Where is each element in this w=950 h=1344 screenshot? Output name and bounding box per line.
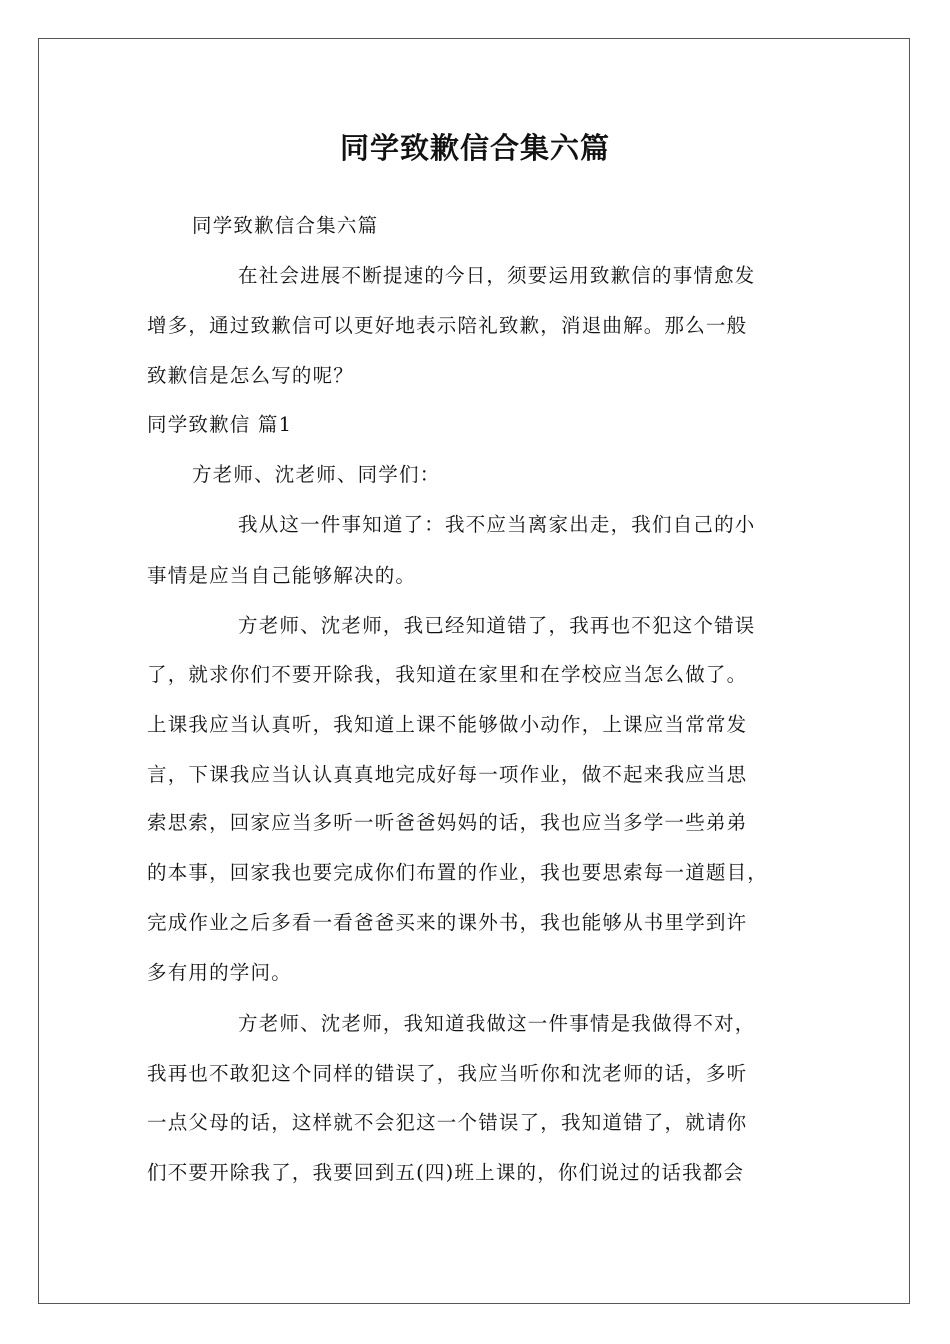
intro-paragraph-line-1: 在社会进展不断提速的今日，须要运用致歉信的事情愈发 <box>238 264 756 287</box>
body-paragraph-1-line-1: 我从这一件事知道了：我不应当离家出走，我们自己的小 <box>238 513 756 536</box>
body-paragraph-2-line-1: 方老师、沈老师，我已经知道错了，我再也不犯这个错误 <box>238 614 756 637</box>
body-paragraph-2-line-5: 索思索，回家应当多听一听爸爸妈妈的话，我也应当多学一些弟弟 <box>147 811 748 834</box>
body-paragraph-3-line-3: 一点父母的话，这样就不会犯这一个错误了，我知道错了，就请你 <box>147 1111 748 1134</box>
intro-paragraph-line-3: 致歉信是怎么写的呢？ <box>147 364 355 387</box>
body-paragraph-3-line-1: 方老师、沈老师，我知道我做这一件事情是我做得不对， <box>238 1012 756 1035</box>
body-paragraph-2-line-3: 上课我应当认真听，我知道上课不能够做小动作，上课应当常常发 <box>147 713 748 736</box>
subtitle-line: 同学致歉信合集六篇 <box>192 214 379 237</box>
body-paragraph-3-line-4: 们不要开除我了，我要回到五(四)班上课的，你们说过的话我都会 <box>147 1161 745 1184</box>
intro-paragraph-line-2: 增多，通过致歉信可以更好地表示陪礼致歉，消退曲解。那么一般 <box>147 314 748 337</box>
section-heading: 同学致歉信 篇1 <box>147 413 293 436</box>
body-paragraph-2-line-4: 言，下课我应当认认真真地完成好每一项作业，做不起来我应当思 <box>147 763 748 786</box>
body-paragraph-3-line-2: 我再也不敢犯这个同样的错误了，我应当听你和沈老师的话，多听 <box>147 1062 748 1085</box>
document-title: 同学致歉信合集六篇 <box>339 131 610 165</box>
body-paragraph-2-line-7: 完成作业之后多看一看爸爸买来的课外书，我也能够从书里学到许 <box>147 911 748 934</box>
salutation: 方老师、沈老师、同学们： <box>192 463 441 486</box>
body-paragraph-1-line-2: 事情是应当自己能够解决的。 <box>147 564 417 587</box>
body-paragraph-2-line-2: 了，就求你们不要开除我，我知道在家里和在学校应当怎么做了。 <box>147 663 748 686</box>
body-paragraph-2-line-6: 的本事，回家我也要完成你们布置的作业，我也要思索每一道题目， <box>147 861 769 884</box>
body-paragraph-2-line-8: 多有用的学问。 <box>147 961 292 984</box>
